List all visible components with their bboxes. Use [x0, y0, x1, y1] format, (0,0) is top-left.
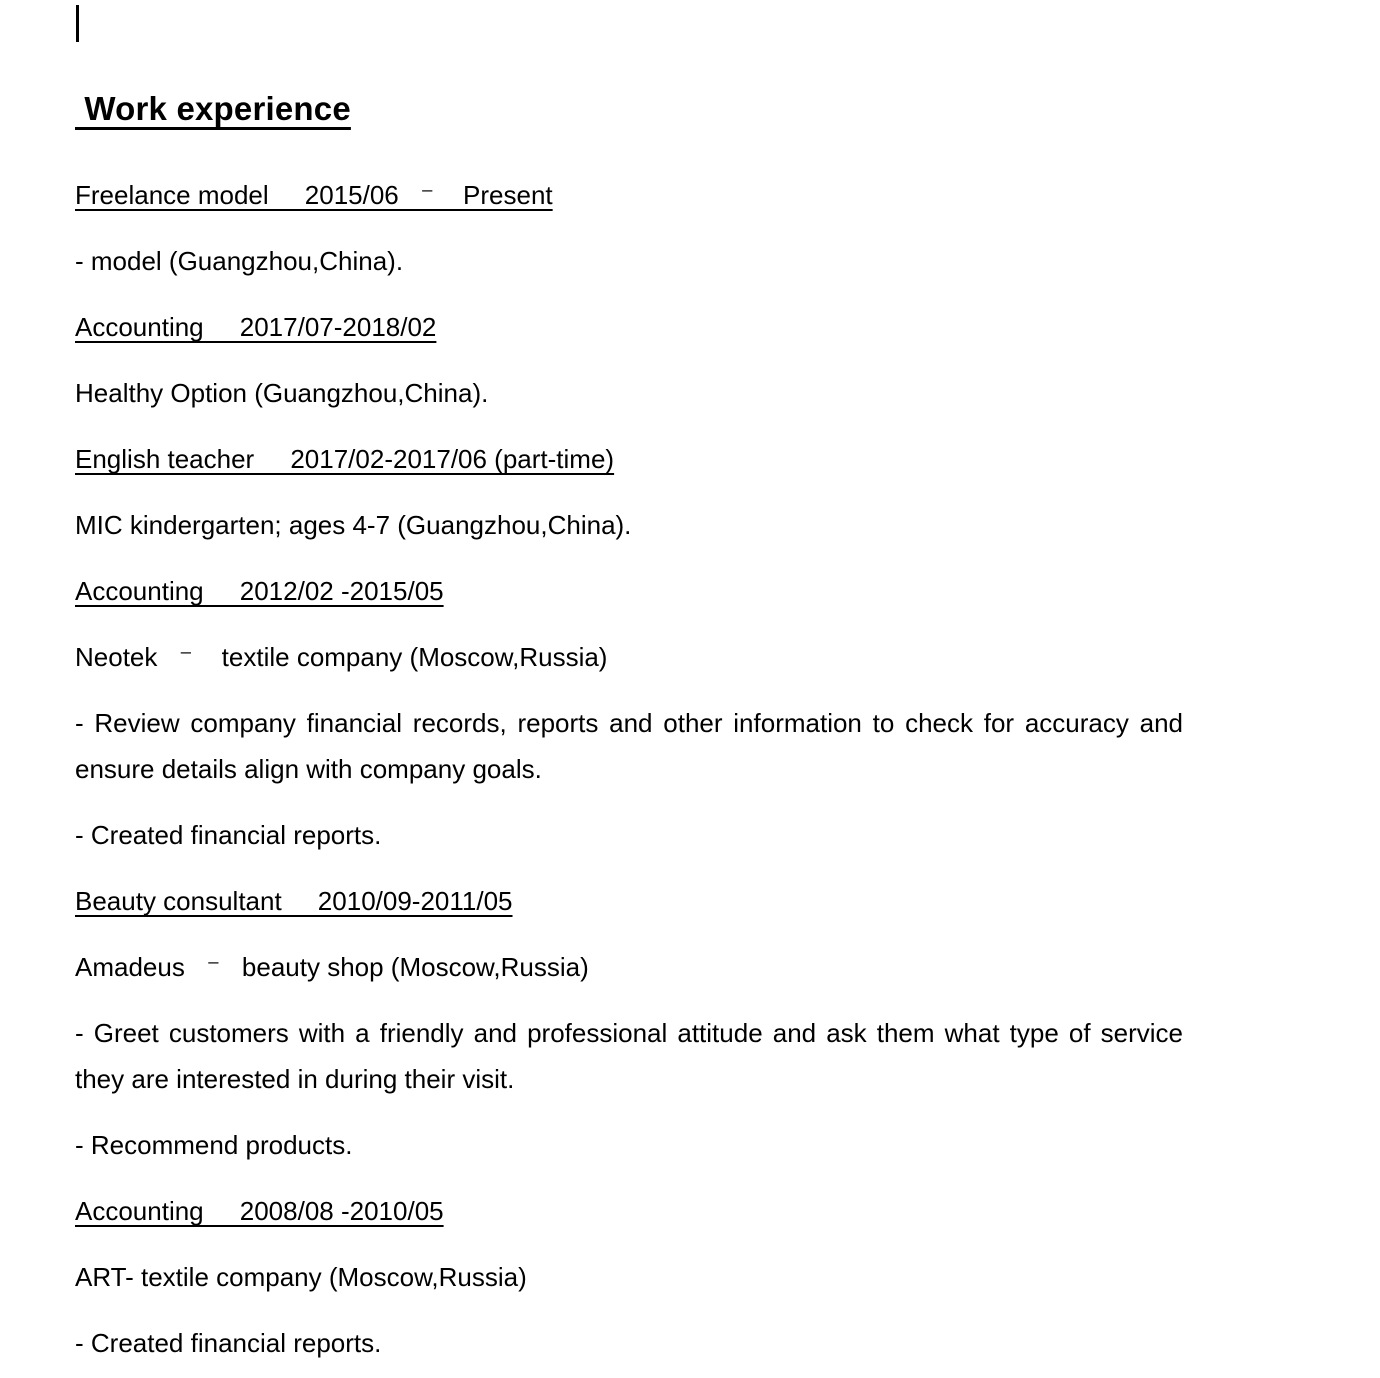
job-duty-greet-customers — [75, 1010, 1183, 1102]
work-experience-content — [75, 172, 1183, 1366]
job-detail-beauty-consultant: Amadeus ⁻ beauty shop (Moscow,Russia) — [75, 952, 589, 982]
job-duty-greet-customers-line-1: - Greet customers with a friendly and professional attitude and ask them what type of service — [75, 1018, 1183, 1048]
job-detail-accounting-2012: Neotek ⁻ textile company (Moscow,Russia) — [75, 642, 608, 672]
job-duty-greet-customers-line-2: they are interested in during their visit. — [75, 1064, 515, 1094]
job-duty-created-reports-2012: - Created financial reports. — [75, 820, 382, 850]
job-title-english-teacher: English teacher 2017/02-2017/06 (part-time) — [75, 444, 615, 474]
job-title-beauty-consultant: Beauty consultant 2010/09-2011/05 — [75, 886, 513, 916]
job-duty-review-records — [75, 700, 1183, 792]
job-detail-accounting-2017: Healthy Option (Guangzhou,China). — [75, 378, 489, 408]
job-title-accounting-2017: Accounting 2017/07-2018/02 — [75, 312, 437, 342]
job-duty-review-records-line-2: ensure details align with company goals. — [75, 754, 542, 784]
job-title-accounting-2012: Accounting 2012/02 -2015/05 — [75, 576, 444, 606]
job-title-accounting-2008: Accounting 2008/08 -2010/05 — [75, 1196, 444, 1226]
job-detail-english-teacher: MIC kindergarten; ages 4-7 (Guangzhou,China). — [75, 510, 632, 540]
job-duty-recommend-products: - Recommend products. — [75, 1130, 353, 1160]
job-detail-freelance-model: - model (Guangzhou,China). — [75, 246, 404, 276]
job-detail-accounting-2008: ART- textile company (Moscow,Russia) — [75, 1262, 527, 1292]
job-duty-created-reports-2008: - Created financial reports. — [75, 1328, 382, 1358]
section-heading: Work experience — [75, 90, 351, 127]
text-cursor — [76, 5, 79, 42]
job-title-freelance-model: Freelance model 2015/06 ⁻ Present — [75, 180, 553, 210]
job-duty-review-records-line-1: - Review company financial records, reports and other information to check for accuracy and — [75, 708, 1183, 738]
